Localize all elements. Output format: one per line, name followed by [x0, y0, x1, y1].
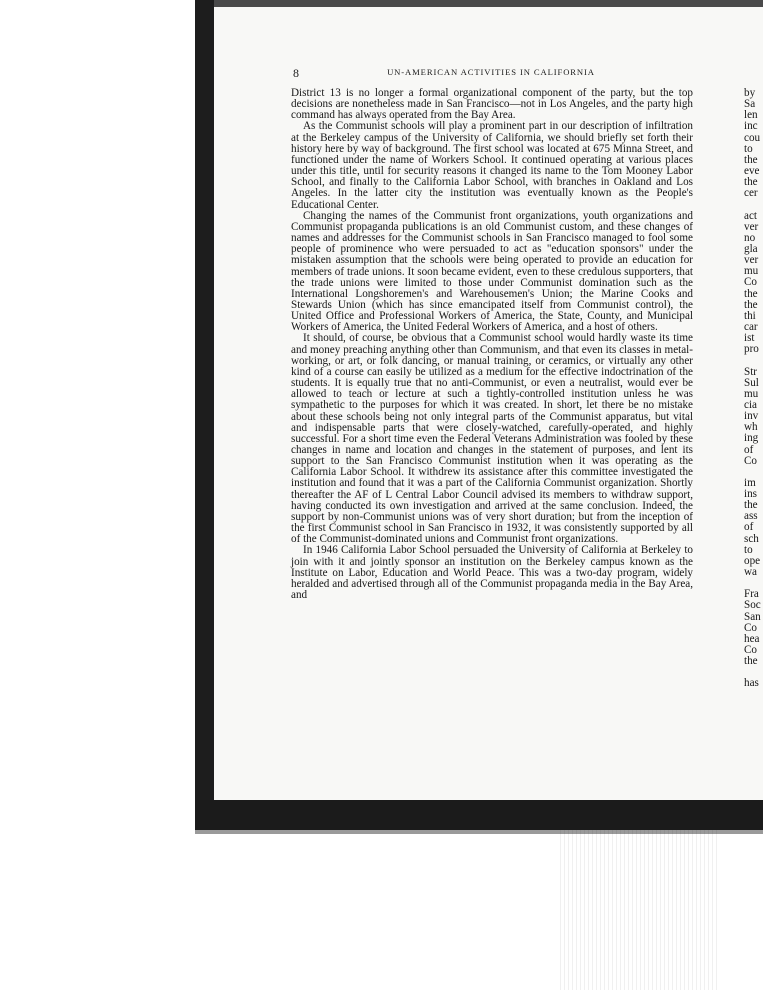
facing-page-line [744, 199, 763, 210]
facing-page-line: of [744, 521, 754, 534]
page-bottom-edge [195, 800, 763, 830]
facing-page-line: wa [744, 566, 757, 579]
facing-page-line: sch [744, 532, 759, 545]
facing-page-line: inc [744, 120, 758, 133]
facing-page-line: Str [744, 365, 758, 378]
facing-page-line: Co [744, 644, 758, 657]
facing-page-line: ist [744, 332, 755, 345]
facing-page-line: to [744, 543, 753, 556]
paragraph: As the Communist schools will play a prominent part in our description of infiltration at the Berkeley campus of the University of California, we should briefly set forth their history here by way of background. The first school was located at 675 Minna Street, and functioned under the name of Workers School. It continued operating at various places under this title, until for security reasons it changed its name to the Tom Mooney Labor School, and finally to the California Labor School, with branches in Oakland and Los Angeles. In the latter city the institution was eventually known as the People's Educational Center. [291, 120, 693, 211]
facing-page-line: Sa [744, 98, 756, 111]
facing-page-line: wh [744, 421, 758, 434]
running-head: UN-AMERICAN ACTIVITIES IN CALIFORNIA [387, 67, 595, 77]
facing-page-line: the [744, 499, 758, 512]
facing-page-line: ver [744, 254, 759, 267]
facing-page-line [744, 355, 763, 366]
facing-page-line: hea [744, 632, 760, 645]
facing-page-line: Co [744, 454, 758, 467]
paragraph: Changing the names of the Communist front organizations, youth organizations and Communist propaganda publications is an old Communist custom, and these changes of names and addresses for the Communist schools in San Francisco managed to fool some people of prominence who were persuaded to act as "education sponsors" under the mistaken assumption that the schools were being operated to provide an education for members of trade unions. It soon became evident, even to these credulous supporters, that the trade unions were limited to those under Communist domination such as the International Longshoremen's and Warehousemen's Union; the Marine Cooks and Stewards Union (which has since emancipated itself from Communist control), the United Office and Professional Workers of America, the State, County, and Municipal Workers of America, the United Federal Workers of America, and a host of others. [291, 209, 693, 334]
facing-page-line: ver [744, 220, 759, 233]
paragraph: In 1946 California Labor School persuaded the University of California at Berkeley to join with it and jointly sponsor an institution on the Berkeley campus known as the Institute on Labor, Education and World Peace. This was a two-day program, widely heralded and advertised through all of the Communist propaganda media in the Bay Area, and [291, 544, 693, 602]
scan-noise [560, 830, 720, 990]
facing-page-line: no [744, 231, 756, 244]
facing-page-line: San [744, 610, 761, 623]
facing-page-line: has [744, 677, 759, 690]
facing-page-line: act [744, 209, 757, 222]
facing-page-line: the [744, 655, 758, 668]
facing-page-line: Co [744, 621, 758, 634]
facing-page-line: cou [744, 131, 761, 144]
facing-page-line: inv [744, 410, 759, 423]
facing-page-line: thi [744, 309, 756, 322]
facing-page-line: gla [744, 242, 758, 255]
facing-page-line: to [744, 142, 753, 155]
facing-page-line: the [744, 176, 758, 189]
facing-page-line: eve [744, 164, 760, 177]
body-text [291, 88, 693, 601]
facing-page-line: Soc [744, 599, 761, 612]
facing-page-line: ins [744, 488, 758, 501]
facing-page-line: cia [744, 398, 757, 411]
facing-page-line: of [744, 443, 754, 456]
facing-page-line: ass [744, 510, 758, 523]
facing-page-line: Co [744, 276, 758, 289]
facing-page-line: the [744, 298, 758, 311]
facing-page-line: ope [744, 554, 761, 567]
paragraph: District 13 is no longer a formal organizational component of the party, but the top decisions are nonetheless made in San Francisco—not in Los Angeles, and the party high command has always operated from the Bay Area. [291, 87, 693, 122]
facing-page-column [744, 88, 763, 690]
page-number: 8 [293, 66, 299, 80]
facing-page-line: the [744, 153, 758, 166]
book-binding-shadow [195, 0, 214, 830]
page-header [290, 66, 692, 80]
facing-page-line: pro [744, 343, 759, 356]
facing-page-line: Sul [744, 376, 759, 389]
paragraph: It should, of course, be obvious that a Communist school would hardly waste its time and money preaching anything other than Communism, and that even its classes in metal-working, or art, or folk dancing, or manual training, or ceramics, or virtually any other kind of a course can easily be utilized as a medium for the effective indoctrination of the students. It is equally true that no anti-Communist, or even a neutralist, would ever be allowed to teach or lecture at such a tightly-controlled institution unless he was sympathetic to the purposes for which it was created. In short, let there be no mistake about these schools being not only integral parts of the Communist apparatus, but vital and indispensable parts that were closely-watched, carefully-operated, and highly successful. For a short time even the Federal Veterans Administration was fooled by these changes in name and location and changes in the statement of purposes, and lent its support to the San Francisco Communist institution when it was operating as the California Labor School. It withdrew its assistance after this committee investigated the institution and found that it was a part of the California Communist organization. Shortly thereafter the AF of L Central Labor Council advised its members to withdraw support, having conducted its own investigation and arrived at the same conclusion. Indeed, the support by non-Communist unions was of very short duration; but from the inception of the first Communist school in San Francisco in 1932, it was consistently supported by all of the Communist-dominated unions and Communist front organizations. [291, 332, 693, 546]
facing-page-line: len [744, 109, 758, 122]
facing-page-line: ing [744, 432, 759, 445]
facing-page-line: im [744, 476, 756, 489]
facing-page-line: car [744, 320, 758, 333]
facing-page-line: mu [744, 387, 759, 400]
facing-page-line: by [744, 88, 756, 99]
facing-page-line: the [744, 287, 758, 300]
facing-page-line: cer [744, 187, 758, 200]
scan-top-edge [195, 0, 763, 7]
facing-page-line: mu [744, 265, 759, 278]
facing-page-line: Fra [744, 588, 759, 601]
